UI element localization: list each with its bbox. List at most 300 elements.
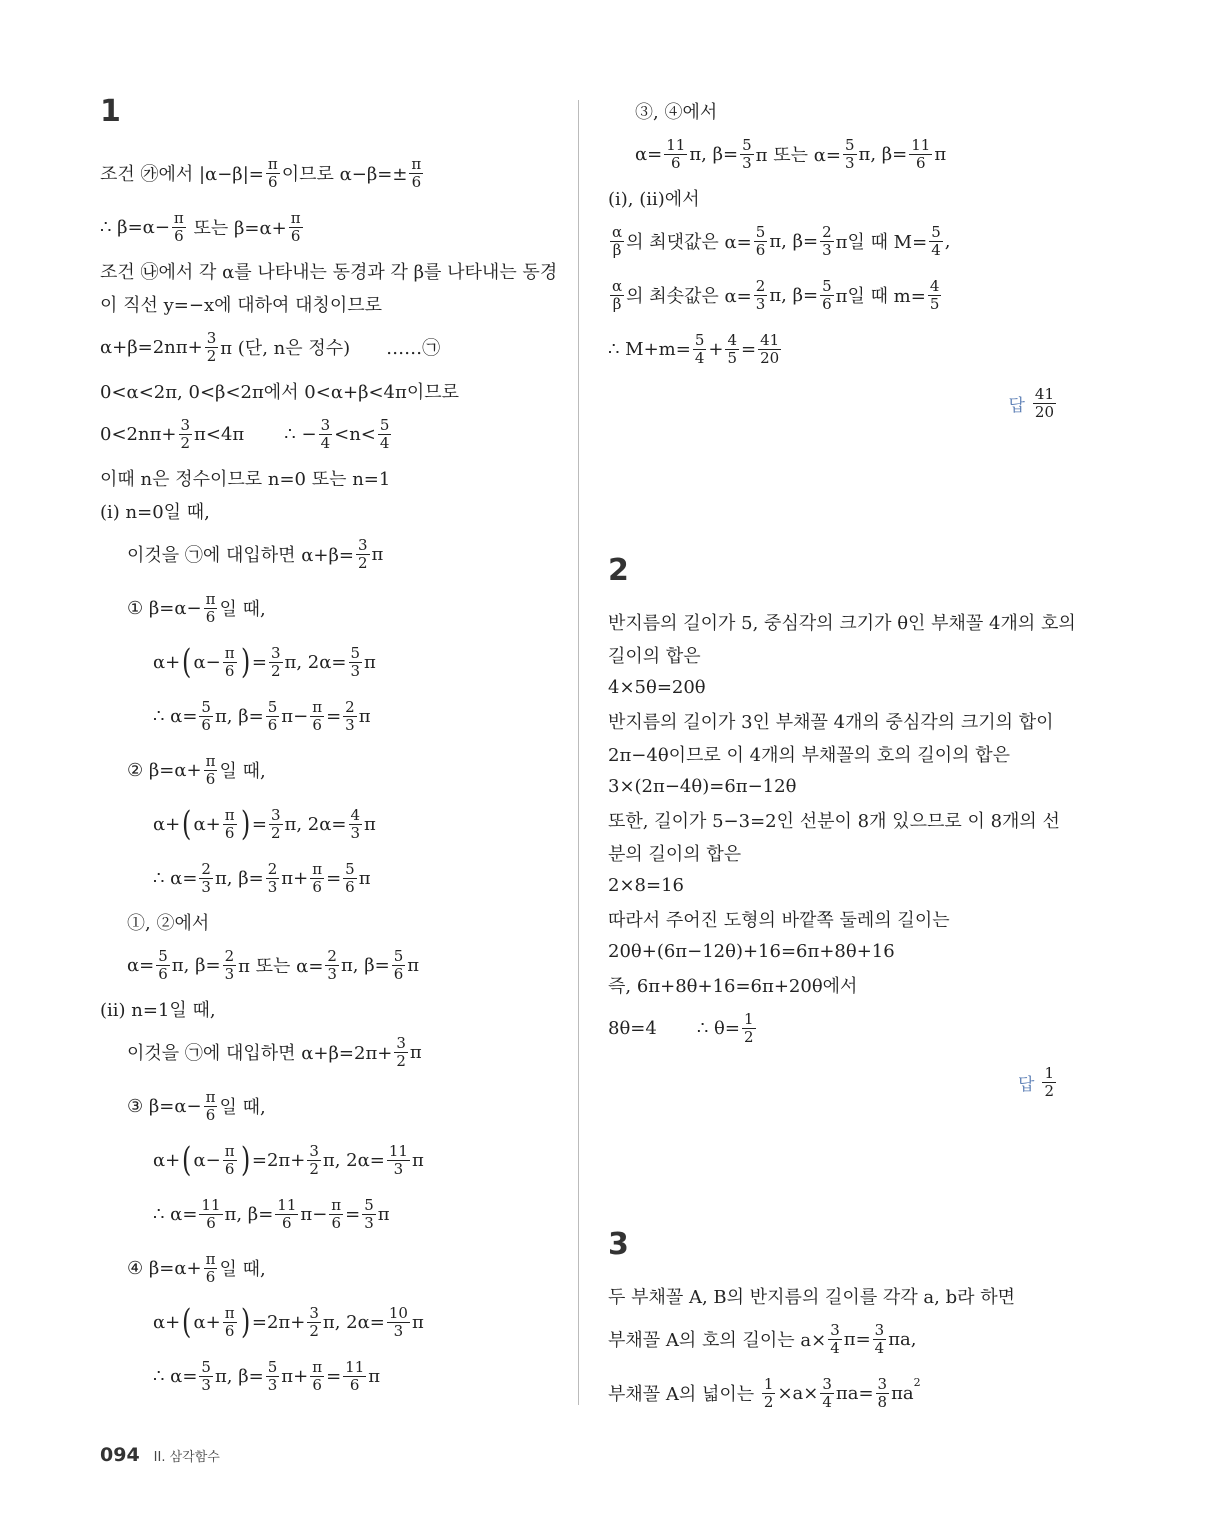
solution-line bbox=[608, 902, 1058, 935]
big-parenthesis: ) bbox=[240, 1140, 250, 1180]
big-parenthesis: ( bbox=[182, 642, 192, 682]
denominator: β bbox=[612, 240, 622, 259]
solution-line bbox=[608, 268, 1058, 322]
math-text: 반지름의 길이가 3인 부채꼴 4개의 중심각의 크기의 합이 bbox=[608, 711, 1054, 733]
numerator: π bbox=[173, 208, 184, 227]
denominator: 3 bbox=[393, 1321, 404, 1340]
denominator: 2 bbox=[743, 1027, 754, 1046]
math-text: π− bbox=[281, 705, 309, 727]
math-text: 4×5θ=20θ bbox=[608, 677, 706, 698]
denominator: 6 bbox=[282, 1213, 292, 1232]
denominator: 20 bbox=[760, 348, 780, 367]
denominator: 3 bbox=[350, 661, 361, 680]
solution-line bbox=[100, 1187, 570, 1241]
math-text: 의 최솟값은 α= bbox=[626, 286, 752, 307]
numerator: 5 bbox=[931, 222, 941, 241]
math-text: π, β= bbox=[224, 1203, 274, 1225]
math-text: 일 때, bbox=[219, 1259, 266, 1280]
numerator: 3 bbox=[270, 643, 281, 662]
math-text: 부채꼴 A의 넓이는 bbox=[608, 1384, 760, 1405]
denominator: 6 bbox=[822, 294, 832, 313]
denominator: 4 bbox=[320, 433, 331, 452]
denominator: 6 bbox=[916, 153, 926, 172]
problem-2-section bbox=[608, 551, 1076, 1109]
solution-line bbox=[608, 803, 1058, 836]
solution-line bbox=[100, 938, 570, 992]
fraction bbox=[223, 1143, 237, 1178]
math-text: 이것을 ㉠에 대입하면 α+β=2π+ bbox=[127, 1043, 393, 1064]
fraction bbox=[307, 1143, 321, 1178]
math-text: 또는 β=α+ bbox=[187, 218, 287, 239]
numerator: 2 bbox=[345, 697, 355, 716]
fraction bbox=[329, 1197, 343, 1232]
problem-3-section bbox=[608, 1225, 1058, 1420]
big-parenthesis: ) bbox=[240, 1302, 250, 1342]
fraction bbox=[199, 1197, 222, 1232]
solution-line bbox=[608, 127, 1058, 181]
math-text: π bbox=[377, 1203, 390, 1225]
fraction bbox=[204, 1251, 218, 1286]
fraction bbox=[693, 332, 707, 367]
numerator: 2 bbox=[224, 946, 235, 965]
solution-line bbox=[608, 638, 1058, 671]
numerator: α bbox=[612, 276, 623, 295]
numerator: π bbox=[224, 1303, 235, 1322]
fraction bbox=[179, 417, 193, 452]
math-text: ① β=α− bbox=[127, 597, 202, 619]
fraction bbox=[289, 210, 303, 245]
math-text: πa bbox=[891, 1382, 914, 1404]
denominator: 6 bbox=[158, 964, 168, 983]
numerator: 3 bbox=[320, 415, 331, 434]
numerator: 4 bbox=[727, 330, 738, 349]
solution-line bbox=[608, 935, 1058, 968]
numerator: 3 bbox=[180, 415, 191, 434]
numerator: 2 bbox=[327, 946, 337, 965]
solution-line bbox=[100, 1025, 570, 1079]
math-text: π, β= bbox=[214, 867, 264, 889]
denominator: 6 bbox=[312, 877, 322, 896]
denominator: 20 bbox=[1034, 402, 1054, 421]
math-text: 3×(2π−4θ)=6π−12θ bbox=[608, 776, 797, 797]
denominator: 3 bbox=[742, 153, 752, 172]
denominator: 3 bbox=[224, 964, 235, 983]
fraction bbox=[610, 278, 624, 313]
solution-line bbox=[100, 635, 570, 689]
solution-line bbox=[100, 905, 570, 938]
denominator: 2 bbox=[763, 1392, 774, 1411]
fraction bbox=[310, 699, 324, 734]
denominator: 6 bbox=[205, 607, 216, 626]
denominator: 3 bbox=[350, 823, 361, 842]
numerator: π bbox=[331, 1195, 342, 1214]
math-text: π, β= bbox=[214, 1365, 264, 1387]
math-text: 또한, 길이가 5−3=2인 선분이 8개 있으므로 이 8개의 선 bbox=[608, 810, 1060, 832]
solution-line bbox=[608, 968, 1058, 1001]
solution-line bbox=[100, 461, 570, 494]
answer-label: 답 bbox=[1018, 1074, 1035, 1095]
fraction bbox=[343, 861, 357, 896]
solution-line bbox=[100, 1295, 570, 1349]
fraction bbox=[172, 210, 186, 245]
solution-line bbox=[608, 869, 1058, 902]
math-text: + bbox=[708, 338, 724, 360]
denominator: 3 bbox=[267, 1375, 278, 1394]
solution-line bbox=[608, 836, 1058, 869]
math-text: =2π+ bbox=[251, 1311, 306, 1333]
math-text: 20θ+(6π−12θ)+16=6π+8θ+16 bbox=[608, 941, 895, 962]
numerator: π bbox=[205, 1087, 216, 1106]
big-parenthesis: ( bbox=[182, 1302, 192, 1342]
numerator: 11 bbox=[201, 1195, 221, 1214]
denominator: 4 bbox=[822, 1392, 832, 1411]
math-text: 이때 n은 정수이므로 n=0 또는 n=1 bbox=[100, 468, 391, 490]
numerator: 3 bbox=[396, 1033, 406, 1052]
fraction bbox=[310, 1359, 324, 1394]
math-text: π bbox=[358, 867, 371, 889]
numerator: 3 bbox=[206, 328, 217, 347]
fraction bbox=[204, 753, 218, 788]
denominator: 4 bbox=[830, 1338, 840, 1357]
fraction bbox=[205, 330, 219, 365]
fraction bbox=[387, 1305, 410, 1340]
numerator: 5 bbox=[822, 276, 832, 295]
denominator: 6 bbox=[267, 715, 278, 734]
denominator: 4 bbox=[694, 348, 705, 367]
numerator: π bbox=[312, 697, 323, 716]
denominator: 6 bbox=[345, 877, 355, 896]
fraction bbox=[343, 699, 357, 734]
big-parenthesis: ( bbox=[182, 1140, 192, 1180]
fraction bbox=[754, 224, 768, 259]
numerator: α bbox=[612, 222, 623, 241]
math-text: ∴ α= bbox=[153, 1365, 198, 1387]
fraction bbox=[394, 1035, 408, 1070]
column-divider bbox=[578, 100, 579, 1405]
math-text: α+ bbox=[193, 1311, 221, 1333]
solution-line bbox=[100, 287, 570, 320]
numerator: π bbox=[312, 1357, 323, 1376]
math-text: π, β= bbox=[171, 954, 221, 976]
math-text: α+ bbox=[153, 813, 181, 835]
denominator: 3 bbox=[822, 240, 832, 259]
solution-line bbox=[608, 671, 1058, 704]
math-text: π, β= bbox=[858, 143, 908, 165]
fraction bbox=[325, 948, 339, 983]
numerator: 5 bbox=[267, 697, 278, 716]
denominator: 6 bbox=[671, 153, 681, 172]
denominator: 6 bbox=[312, 715, 322, 734]
fraction bbox=[362, 1197, 376, 1232]
fraction bbox=[199, 699, 213, 734]
numerator: 10 bbox=[388, 1303, 408, 1322]
math-text: = bbox=[741, 338, 757, 360]
fraction bbox=[266, 699, 280, 734]
math-text: 2π−4θ이므로 이 4개의 부채꼴의 호의 길이의 합은 bbox=[608, 744, 1011, 766]
solution-line bbox=[100, 146, 570, 200]
fraction bbox=[828, 1322, 842, 1357]
denominator: 2 bbox=[180, 433, 191, 452]
numerator: 3 bbox=[358, 535, 368, 554]
math-text: πa= bbox=[835, 1382, 874, 1404]
math-text: π, 2α= bbox=[284, 651, 347, 673]
solution-line bbox=[100, 1349, 570, 1403]
denominator: 6 bbox=[393, 964, 404, 983]
solution-line bbox=[608, 737, 1058, 770]
numerator: 2 bbox=[755, 276, 766, 295]
fraction bbox=[266, 1359, 280, 1394]
denominator: 3 bbox=[844, 153, 855, 172]
denominator: 6 bbox=[206, 1213, 216, 1232]
fraction bbox=[204, 1089, 218, 1124]
numerator: 2 bbox=[267, 859, 278, 878]
fraction bbox=[310, 861, 324, 896]
numerator: 11 bbox=[388, 1141, 408, 1160]
math-text: π+ bbox=[281, 867, 309, 889]
denominator: 6 bbox=[224, 823, 235, 842]
math-text: 2×8=16 bbox=[608, 875, 684, 896]
math-text: α− bbox=[193, 651, 221, 673]
solution-line bbox=[608, 214, 1058, 268]
numerator: 4 bbox=[350, 805, 361, 824]
solution-lines bbox=[100, 146, 570, 1403]
fraction bbox=[876, 1376, 890, 1411]
math-text: 일 때, bbox=[219, 1097, 266, 1118]
solution-line bbox=[100, 743, 570, 797]
denominator: 2 bbox=[309, 1321, 319, 1340]
math-text: π bbox=[411, 1149, 424, 1171]
math-text: α+ bbox=[193, 813, 221, 835]
answer-label: 답 bbox=[1008, 395, 1025, 416]
numerator: 5 bbox=[350, 643, 361, 662]
math-text: π, β= bbox=[340, 954, 390, 976]
denominator: 2 bbox=[206, 346, 217, 365]
math-text: π, 2α= bbox=[322, 1311, 385, 1333]
math-text: α+ bbox=[153, 1311, 181, 1333]
fraction bbox=[929, 224, 943, 259]
solution-line bbox=[100, 1079, 570, 1133]
math-text: 길이의 합은 bbox=[608, 645, 701, 667]
numerator: 3 bbox=[270, 805, 281, 824]
solution-line bbox=[100, 1241, 570, 1295]
math-text: 이 직선 y=−x에 대하여 대칭이므로 bbox=[100, 294, 383, 316]
denominator: 6 bbox=[224, 1159, 235, 1178]
solution-line bbox=[608, 181, 1058, 214]
solution-lines bbox=[608, 605, 1076, 1055]
numerator: 5 bbox=[393, 946, 404, 965]
fraction bbox=[156, 948, 170, 983]
numerator: 1 bbox=[763, 1374, 774, 1393]
math-text: π bbox=[411, 1311, 424, 1333]
denominator: 6 bbox=[268, 172, 278, 191]
math-text: 0<α<2π, 0<β<2π에서 0<α+β<4π이므로 bbox=[100, 381, 460, 403]
denominator: 4 bbox=[874, 1338, 885, 1357]
math-text: 이므로 α−β=± bbox=[281, 164, 408, 185]
numerator: 3 bbox=[830, 1320, 840, 1339]
numerator: 1 bbox=[1044, 1063, 1054, 1082]
math-text: π, β= bbox=[689, 143, 739, 165]
math-text: π bbox=[371, 543, 384, 565]
problem-number: 3 bbox=[608, 1227, 629, 1262]
solution-line bbox=[608, 605, 1076, 638]
denominator: 3 bbox=[393, 1159, 404, 1178]
chapter-title: II. 삼각함수 bbox=[153, 1449, 220, 1465]
numerator: 5 bbox=[379, 415, 390, 434]
math-text: 의 최댓값은 α= bbox=[626, 232, 752, 253]
math-text: = bbox=[251, 813, 267, 835]
math-text: ∴ M+m= bbox=[608, 338, 691, 360]
denominator: 6 bbox=[174, 226, 184, 245]
numerator: 5 bbox=[158, 946, 168, 965]
denominator: 3 bbox=[327, 964, 337, 983]
fraction bbox=[269, 645, 283, 680]
solution-line bbox=[100, 407, 570, 461]
denominator: 8 bbox=[877, 1392, 888, 1411]
denominator: 2 bbox=[270, 823, 281, 842]
fraction bbox=[820, 1376, 834, 1411]
numerator: π bbox=[411, 154, 422, 173]
superscript: 2 bbox=[913, 1376, 921, 1389]
numerator: 5 bbox=[345, 859, 355, 878]
denominator: 6 bbox=[205, 1105, 216, 1124]
math-text: π, 2α= bbox=[322, 1149, 385, 1171]
denominator: 6 bbox=[201, 715, 211, 734]
fraction bbox=[409, 156, 423, 191]
math-text: π bbox=[364, 651, 376, 673]
solution-line bbox=[608, 770, 1058, 803]
denominator: 3 bbox=[201, 1375, 211, 1394]
fraction bbox=[758, 332, 781, 367]
big-parenthesis: ( bbox=[182, 804, 192, 844]
math-text: ①, ②에서 bbox=[127, 912, 210, 934]
denominator: 2 bbox=[270, 661, 281, 680]
fraction bbox=[754, 278, 768, 313]
fraction bbox=[762, 1376, 776, 1411]
math-text: 두 부채꼴 A, B의 반지름의 길이를 각각 a, b라 하면 bbox=[608, 1286, 1016, 1308]
math-text: π, 2α= bbox=[284, 813, 347, 835]
math-text: 조건 ㉯에서 각 α를 나타내는 동경과 각 β를 나타내는 동경 bbox=[100, 261, 558, 283]
fraction bbox=[266, 156, 280, 191]
math-text: (i) n=0일 때, bbox=[100, 501, 210, 523]
math-text: π bbox=[364, 813, 376, 835]
math-text: ③, ④에서 bbox=[635, 101, 718, 123]
denominator: 3 bbox=[364, 1213, 374, 1232]
fraction bbox=[199, 861, 213, 896]
denominator: β bbox=[612, 294, 622, 313]
fraction bbox=[266, 861, 280, 896]
fraction bbox=[742, 1011, 756, 1046]
solution-lines bbox=[608, 94, 1058, 376]
math-text: π일 때 m= bbox=[835, 286, 926, 307]
problem-number: 1 bbox=[100, 94, 121, 129]
math-text: ② β=α+ bbox=[127, 759, 202, 781]
denominator: 6 bbox=[290, 226, 301, 245]
page-number: 094 bbox=[100, 1444, 140, 1466]
denominator: 6 bbox=[755, 240, 766, 259]
denominator: 6 bbox=[224, 661, 235, 680]
math-text: π bbox=[368, 1365, 381, 1387]
numerator: π bbox=[224, 643, 235, 662]
math-text: ×a× bbox=[777, 1382, 819, 1404]
numerator: π bbox=[205, 751, 216, 770]
fraction bbox=[356, 537, 370, 572]
math-text: α+ bbox=[153, 1149, 181, 1171]
numerator: 3 bbox=[874, 1320, 885, 1339]
solution-line bbox=[608, 322, 1058, 376]
solution-line bbox=[608, 1001, 1058, 1055]
fraction bbox=[843, 137, 857, 172]
denominator: 2 bbox=[1044, 1081, 1054, 1100]
problem-1-continued bbox=[608, 94, 1058, 430]
math-text: 이것을 ㉠에 대입하면 α+β= bbox=[127, 545, 354, 566]
denominator: 2 bbox=[396, 1051, 406, 1070]
numerator: 3 bbox=[822, 1374, 832, 1393]
numerator: 5 bbox=[201, 697, 211, 716]
numerator: 11 bbox=[345, 1357, 365, 1376]
big-parenthesis: ) bbox=[240, 642, 250, 682]
math-text: (ii) n=1일 때, bbox=[100, 999, 216, 1021]
numerator: 5 bbox=[694, 330, 705, 349]
numerator: 3 bbox=[877, 1374, 888, 1393]
math-text: α− bbox=[193, 1149, 221, 1171]
numerator: 11 bbox=[911, 135, 931, 154]
denominator: 6 bbox=[331, 1213, 341, 1232]
math-text: ∴ β=α− bbox=[100, 216, 170, 238]
denominator: 2 bbox=[358, 553, 368, 572]
denominator: 3 bbox=[755, 294, 766, 313]
fraction bbox=[223, 948, 237, 983]
denominator: 5 bbox=[727, 348, 738, 367]
denominator: 3 bbox=[267, 877, 278, 896]
big-parenthesis: ) bbox=[240, 804, 250, 844]
fraction bbox=[307, 1305, 321, 1340]
numerator: 1 bbox=[743, 1009, 754, 1028]
fraction bbox=[343, 1359, 366, 1394]
numerator: 3 bbox=[309, 1141, 319, 1160]
numerator: 2 bbox=[822, 222, 832, 241]
math-text: 8θ=4 ∴ θ= bbox=[608, 1017, 740, 1039]
fraction bbox=[199, 1359, 213, 1394]
denominator: 4 bbox=[931, 240, 941, 259]
math-text: π bbox=[409, 1041, 422, 1063]
solution-line bbox=[100, 254, 570, 287]
fraction bbox=[392, 948, 406, 983]
fraction bbox=[387, 1143, 410, 1178]
denominator: 4 bbox=[379, 433, 390, 452]
math-text: π 또는 α= bbox=[755, 145, 841, 166]
fraction bbox=[610, 224, 624, 259]
numerator: 5 bbox=[742, 135, 752, 154]
numerator: 5 bbox=[201, 1357, 211, 1376]
numerator: π bbox=[290, 208, 301, 227]
fraction bbox=[349, 645, 363, 680]
math-text: = bbox=[326, 705, 342, 727]
math-text: α= bbox=[635, 143, 663, 165]
math-text: 분의 길이의 합은 bbox=[608, 843, 742, 865]
fraction bbox=[319, 417, 333, 452]
math-text: 반지름의 길이가 5, 중심각의 크기가 θ인 부채꼴 4개의 호의 bbox=[608, 612, 1076, 634]
problem-number: 2 bbox=[608, 553, 629, 588]
solution-line bbox=[100, 581, 570, 635]
math-text: 일 때, bbox=[219, 599, 266, 620]
fraction bbox=[909, 137, 932, 172]
equation-tag: ……㉠ bbox=[386, 338, 441, 359]
answer bbox=[608, 1055, 1058, 1109]
math-text: 부채꼴 A의 호의 길이는 a× bbox=[608, 1330, 827, 1351]
numerator: π bbox=[312, 859, 323, 878]
denominator: 6 bbox=[312, 1375, 322, 1394]
numerator: 3 bbox=[309, 1303, 319, 1322]
